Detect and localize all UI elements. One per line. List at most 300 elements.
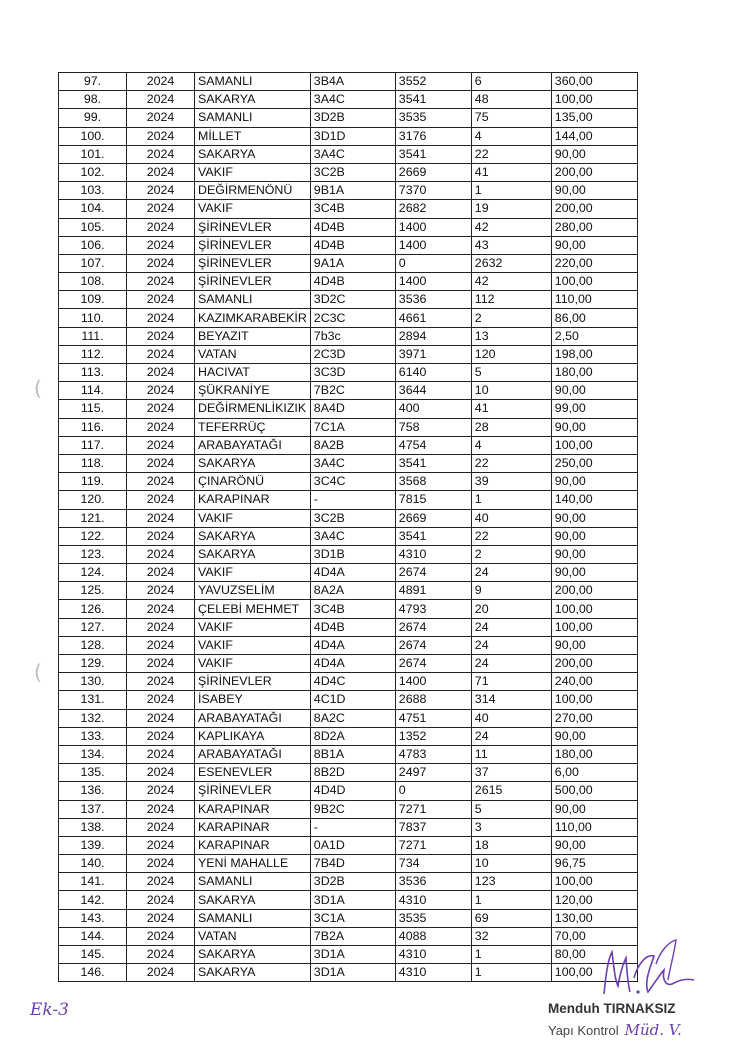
year-cell: 2024 (127, 254, 195, 272)
neighborhood-cell: SAMANLI (195, 291, 311, 309)
year-cell: 2024 (127, 109, 195, 127)
parsel-cell: 71 (471, 673, 551, 691)
year-cell: 2024 (127, 618, 195, 636)
table-row (59, 182, 638, 200)
pafta-cell: 3C4B (310, 600, 395, 618)
pafta-cell: 4D4B (310, 218, 395, 236)
row-number-cell: 115. (59, 400, 127, 418)
signatory-title (548, 1021, 682, 1039)
amount-cell: 90,00 (551, 564, 637, 582)
amount-cell: 90,00 (551, 182, 637, 200)
neighborhood-cell: KARAPINAR (195, 491, 311, 509)
amount-cell: 100,00 (551, 600, 637, 618)
ada-cell: 2674 (395, 618, 471, 636)
ada-cell: 1352 (395, 727, 471, 745)
ada-cell: 4310 (395, 964, 471, 982)
ada-cell: 758 (395, 418, 471, 436)
year-cell: 2024 (127, 91, 195, 109)
row-number-cell: 143. (59, 909, 127, 927)
ada-cell: 1400 (395, 236, 471, 254)
neighborhood-cell: VATAN (195, 345, 311, 363)
amount-cell: 100,00 (551, 691, 637, 709)
amount-cell: 240,00 (551, 673, 637, 691)
year-cell: 2024 (127, 855, 195, 873)
year-cell: 2024 (127, 200, 195, 218)
amount-cell: 90,00 (551, 473, 637, 491)
table-row (59, 836, 638, 854)
row-number-cell: 136. (59, 782, 127, 800)
row-number-cell: 110. (59, 309, 127, 327)
row-number-cell: 121. (59, 509, 127, 527)
pafta-cell: 3A4C (310, 145, 395, 163)
row-number-cell: 138. (59, 818, 127, 836)
year-cell: 2024 (127, 891, 195, 909)
pafta-cell: 3D1A (310, 891, 395, 909)
year-cell: 2024 (127, 291, 195, 309)
parsel-cell: 6 (471, 73, 551, 91)
ada-cell: 4661 (395, 309, 471, 327)
year-cell: 2024 (127, 436, 195, 454)
row-number-cell: 146. (59, 964, 127, 982)
pafta-cell: 4D4B (310, 273, 395, 291)
pafta-cell: 3B4A (310, 73, 395, 91)
table-row (59, 600, 638, 618)
neighborhood-cell: ŞİRİNEVLER (195, 273, 311, 291)
parsel-cell: 41 (471, 400, 551, 418)
pafta-cell: 3A4C (310, 527, 395, 545)
table-row (59, 582, 638, 600)
amount-cell: 100,00 (551, 273, 637, 291)
pafta-cell: 4D4D (310, 782, 395, 800)
ada-cell: 3535 (395, 909, 471, 927)
table-row (59, 491, 638, 509)
year-cell: 2024 (127, 964, 195, 982)
table-row (59, 909, 638, 927)
neighborhood-cell: VAKIF (195, 509, 311, 527)
parsel-cell: 24 (471, 564, 551, 582)
neighborhood-cell: ÇINARÖNÜ (195, 473, 311, 491)
amount-cell: 360,00 (551, 73, 637, 91)
row-number-cell: 124. (59, 564, 127, 582)
neighborhood-cell: HACIVAT (195, 364, 311, 382)
neighborhood-cell: SAKARYA (195, 545, 311, 563)
neighborhood-cell: KAZIMKARABEKİR (195, 309, 311, 327)
amount-cell: 500,00 (551, 782, 637, 800)
amount-cell: 200,00 (551, 200, 637, 218)
neighborhood-cell: ESENEVLER (195, 764, 311, 782)
amount-cell: 135,00 (551, 109, 637, 127)
parsel-cell: 5 (471, 364, 551, 382)
year-cell: 2024 (127, 382, 195, 400)
row-number-cell: 141. (59, 873, 127, 891)
table-row (59, 400, 638, 418)
pafta-cell: 4D4C (310, 673, 395, 691)
year-cell: 2024 (127, 182, 195, 200)
pafta-cell: 3D1A (310, 964, 395, 982)
table-row (59, 127, 638, 145)
pafta-cell: 0A1D (310, 836, 395, 854)
row-number-cell: 112. (59, 345, 127, 363)
amount-cell: 100,00 (551, 618, 637, 636)
ada-cell: 2669 (395, 509, 471, 527)
neighborhood-cell: KARAPINAR (195, 836, 311, 854)
parsel-cell: 19 (471, 200, 551, 218)
table-row (59, 745, 638, 763)
ada-cell: 4310 (395, 891, 471, 909)
neighborhood-cell: VAKIF (195, 200, 311, 218)
ada-cell: 3535 (395, 109, 471, 127)
row-number-cell: 144. (59, 927, 127, 945)
parsel-cell: 24 (471, 636, 551, 654)
parsel-cell: 69 (471, 909, 551, 927)
parsel-cell: 32 (471, 927, 551, 945)
pafta-cell: 3C4C (310, 473, 395, 491)
table-row (59, 345, 638, 363)
pafta-cell: 7C1A (310, 418, 395, 436)
year-cell: 2024 (127, 527, 195, 545)
year-cell: 2024 (127, 163, 195, 181)
pafta-cell: 9B1A (310, 182, 395, 200)
row-number-cell: 133. (59, 727, 127, 745)
amount-cell: 70,00 (551, 927, 637, 945)
row-number-cell: 127. (59, 618, 127, 636)
parsel-cell: 123 (471, 873, 551, 891)
ada-cell: 734 (395, 855, 471, 873)
amount-cell: 90,00 (551, 509, 637, 527)
pafta-cell: 4D4A (310, 655, 395, 673)
parsel-cell: 40 (471, 709, 551, 727)
parsel-cell: 314 (471, 691, 551, 709)
neighborhood-cell: VATAN (195, 927, 311, 945)
neighborhood-cell: SAKARYA (195, 527, 311, 545)
amount-cell: 110,00 (551, 291, 637, 309)
table-row (59, 382, 638, 400)
table-row (59, 636, 638, 654)
pafta-cell: 7B4D (310, 855, 395, 873)
ada-cell: 0 (395, 782, 471, 800)
ada-cell: 4891 (395, 582, 471, 600)
row-number-cell: 100. (59, 127, 127, 145)
pafta-cell: 7B2C (310, 382, 395, 400)
parsel-cell: 10 (471, 382, 551, 400)
parsel-cell: 42 (471, 218, 551, 236)
neighborhood-cell: VAKIF (195, 163, 311, 181)
table-row (59, 418, 638, 436)
pafta-cell: 3C1A (310, 909, 395, 927)
year-cell: 2024 (127, 491, 195, 509)
row-number-cell: 130. (59, 673, 127, 691)
pafta-cell: 3D1B (310, 545, 395, 563)
amount-cell: 270,00 (551, 709, 637, 727)
parsel-cell: 39 (471, 473, 551, 491)
ada-cell: 7815 (395, 491, 471, 509)
row-number-cell: 139. (59, 836, 127, 854)
pafta-cell: 3C2B (310, 509, 395, 527)
neighborhood-cell: ARABAYATAĞI (195, 709, 311, 727)
neighborhood-cell: SAKARYA (195, 891, 311, 909)
year-cell: 2024 (127, 800, 195, 818)
table-row (59, 891, 638, 909)
amount-cell: 96,75 (551, 855, 637, 873)
ada-cell: 2674 (395, 655, 471, 673)
amount-cell: 90,00 (551, 236, 637, 254)
table-row (59, 436, 638, 454)
row-number-cell: 103. (59, 182, 127, 200)
ada-cell: 3644 (395, 382, 471, 400)
amount-cell: 100,00 (551, 873, 637, 891)
ada-cell: 2669 (395, 163, 471, 181)
year-cell: 2024 (127, 418, 195, 436)
amount-cell: 90,00 (551, 527, 637, 545)
ada-cell: 0 (395, 254, 471, 272)
amount-cell: 130,00 (551, 909, 637, 927)
amount-cell: 100,00 (551, 91, 637, 109)
row-number-cell: 98. (59, 91, 127, 109)
parsel-cell: 24 (471, 655, 551, 673)
ada-cell: 2674 (395, 564, 471, 582)
pafta-cell: 8A4D (310, 400, 395, 418)
amount-cell: 200,00 (551, 582, 637, 600)
ada-cell: 2674 (395, 636, 471, 654)
pafta-cell: - (310, 491, 395, 509)
neighborhood-cell: SAMANLI (195, 109, 311, 127)
pafta-cell: 3D1A (310, 946, 395, 964)
amount-cell: 100,00 (551, 436, 637, 454)
parsel-cell: 24 (471, 618, 551, 636)
ada-cell: 3971 (395, 345, 471, 363)
neighborhood-cell: SAKARYA (195, 946, 311, 964)
neighborhood-cell: ŞİRİNEVLER (195, 218, 311, 236)
table-row (59, 309, 638, 327)
parsel-cell: 24 (471, 727, 551, 745)
amount-cell: 250,00 (551, 454, 637, 472)
pafta-cell: 9B2C (310, 800, 395, 818)
table-row (59, 109, 638, 127)
year-cell: 2024 (127, 655, 195, 673)
neighborhood-cell: ŞİRİNEVLER (195, 236, 311, 254)
year-cell: 2024 (127, 691, 195, 709)
year-cell: 2024 (127, 218, 195, 236)
table-row (59, 473, 638, 491)
ada-cell: 1400 (395, 218, 471, 236)
neighborhood-cell: TEFERRÜÇ (195, 418, 311, 436)
pafta-cell: 3A4C (310, 454, 395, 472)
pafta-cell: 8A2C (310, 709, 395, 727)
year-cell: 2024 (127, 73, 195, 91)
row-number-cell: 108. (59, 273, 127, 291)
table-row (59, 618, 638, 636)
ada-cell: 4088 (395, 927, 471, 945)
margin-bracket-mark: ( (34, 376, 42, 400)
ada-cell: 3568 (395, 473, 471, 491)
row-number-cell: 102. (59, 163, 127, 181)
year-cell: 2024 (127, 673, 195, 691)
ada-cell: 4793 (395, 600, 471, 618)
parsel-cell: 43 (471, 236, 551, 254)
amount-cell: 90,00 (551, 382, 637, 400)
neighborhood-cell: ÇELEBİ MEHMET (195, 600, 311, 618)
amount-cell: 90,00 (551, 418, 637, 436)
year-cell: 2024 (127, 400, 195, 418)
row-number-cell: 131. (59, 691, 127, 709)
amount-cell: 86,00 (551, 309, 637, 327)
table-row (59, 236, 638, 254)
pafta-cell: 3C4B (310, 200, 395, 218)
year-cell: 2024 (127, 345, 195, 363)
pafta-cell: - (310, 818, 395, 836)
amount-cell: 6,00 (551, 764, 637, 782)
parsel-cell: 2632 (471, 254, 551, 272)
row-number-cell: 101. (59, 145, 127, 163)
amount-cell: 90,00 (551, 545, 637, 563)
ada-cell: 3541 (395, 91, 471, 109)
neighborhood-cell: ŞÜKRANİYE (195, 382, 311, 400)
table-row (59, 454, 638, 472)
parsel-cell: 1 (471, 182, 551, 200)
margin-bracket-mark: ( (34, 660, 42, 684)
pafta-cell: 4D4B (310, 236, 395, 254)
neighborhood-cell: BEYAZIT (195, 327, 311, 345)
row-number-cell: 145. (59, 946, 127, 964)
amount-cell: 100,00 (551, 964, 637, 982)
year-cell: 2024 (127, 236, 195, 254)
neighborhood-cell: KARAPINAR (195, 800, 311, 818)
parsel-cell: 28 (471, 418, 551, 436)
parsel-cell: 11 (471, 745, 551, 763)
neighborhood-cell: DEĞİRMENLİKIZIK (195, 400, 311, 418)
parsel-cell: 22 (471, 145, 551, 163)
ada-cell: 4310 (395, 946, 471, 964)
neighborhood-cell: VAKIF (195, 618, 311, 636)
year-cell: 2024 (127, 273, 195, 291)
neighborhood-cell: YAVUZSELİM (195, 582, 311, 600)
neighborhood-cell: ŞİRİNEVLER (195, 254, 311, 272)
parsel-cell: 2615 (471, 782, 551, 800)
pafta-cell: 8A2B (310, 436, 395, 454)
parsel-cell: 1 (471, 946, 551, 964)
amount-cell: 90,00 (551, 636, 637, 654)
table-row (59, 254, 638, 272)
row-number-cell: 125. (59, 582, 127, 600)
table-row (59, 873, 638, 891)
table-row (59, 655, 638, 673)
row-number-cell: 116. (59, 418, 127, 436)
row-number-cell: 99. (59, 109, 127, 127)
neighborhood-cell: ŞİRİNEVLER (195, 673, 311, 691)
signatory-title-text: Yapı Kontrol (548, 1023, 619, 1038)
year-cell: 2024 (127, 309, 195, 327)
amount-cell: 2,50 (551, 327, 637, 345)
parsel-cell: 4 (471, 436, 551, 454)
amount-cell: 180,00 (551, 364, 637, 382)
ada-cell: 7271 (395, 836, 471, 854)
row-number-cell: 128. (59, 636, 127, 654)
year-cell: 2024 (127, 946, 195, 964)
year-cell: 2024 (127, 364, 195, 382)
parsel-cell: 18 (471, 836, 551, 854)
ada-cell: 7271 (395, 800, 471, 818)
year-cell: 2024 (127, 709, 195, 727)
year-cell: 2024 (127, 545, 195, 563)
parsel-cell: 1 (471, 491, 551, 509)
amount-cell: 280,00 (551, 218, 637, 236)
year-cell: 2024 (127, 727, 195, 745)
pafta-cell: 4D4A (310, 564, 395, 582)
table-row (59, 764, 638, 782)
ada-cell: 7370 (395, 182, 471, 200)
pafta-cell: 3D1D (310, 127, 395, 145)
year-cell: 2024 (127, 636, 195, 654)
parsel-cell: 5 (471, 800, 551, 818)
parsel-cell: 1 (471, 891, 551, 909)
amount-cell: 90,00 (551, 727, 637, 745)
row-number-cell: 109. (59, 291, 127, 309)
amount-cell: 110,00 (551, 818, 637, 836)
row-number-cell: 129. (59, 655, 127, 673)
table-row (59, 73, 638, 91)
table-row (59, 564, 638, 582)
pafta-cell: 3C3D (310, 364, 395, 382)
parsel-cell: 37 (471, 764, 551, 782)
table-row (59, 709, 638, 727)
neighborhood-cell: YENİ MAHALLE (195, 855, 311, 873)
amount-cell: 144,00 (551, 127, 637, 145)
neighborhood-cell: ŞİRİNEVLER (195, 782, 311, 800)
row-number-cell: 119. (59, 473, 127, 491)
row-number-cell: 105. (59, 218, 127, 236)
pafta-cell: 8B2D (310, 764, 395, 782)
neighborhood-cell: SAKARYA (195, 91, 311, 109)
ada-cell: 4310 (395, 545, 471, 563)
neighborhood-cell: ARABAYATAĞI (195, 745, 311, 763)
table-row (59, 964, 638, 982)
parsel-cell: 75 (471, 109, 551, 127)
parsel-cell: 112 (471, 291, 551, 309)
amount-cell: 90,00 (551, 836, 637, 854)
table-row (59, 673, 638, 691)
neighborhood-cell: SAKARYA (195, 145, 311, 163)
row-number-cell: 114. (59, 382, 127, 400)
amount-cell: 198,00 (551, 345, 637, 363)
ada-cell: 2682 (395, 200, 471, 218)
signatory-title-handwritten: Müd. V. (624, 1021, 682, 1039)
amount-cell: 120,00 (551, 891, 637, 909)
ada-cell: 3552 (395, 73, 471, 91)
row-number-cell: 106. (59, 236, 127, 254)
ada-cell: 6140 (395, 364, 471, 382)
amount-cell: 140,00 (551, 491, 637, 509)
pafta-cell: 2C3C (310, 309, 395, 327)
pafta-cell: 8A2A (310, 582, 395, 600)
row-number-cell: 111. (59, 327, 127, 345)
ada-cell: 3541 (395, 145, 471, 163)
pafta-cell: 3D2B (310, 109, 395, 127)
table-row (59, 691, 638, 709)
ada-cell: 3541 (395, 454, 471, 472)
row-number-cell: 107. (59, 254, 127, 272)
ada-cell: 1400 (395, 273, 471, 291)
ada-cell: 4751 (395, 709, 471, 727)
table-row (59, 927, 638, 945)
pafta-cell: 2C3D (310, 345, 395, 363)
amount-cell: 90,00 (551, 800, 637, 818)
parsel-cell: 40 (471, 509, 551, 527)
parsel-cell: 4 (471, 127, 551, 145)
neighborhood-cell: KARAPINAR (195, 818, 311, 836)
neighborhood-cell: KAPLIKAYA (195, 727, 311, 745)
table-row (59, 327, 638, 345)
pafta-cell: 4C1D (310, 691, 395, 709)
